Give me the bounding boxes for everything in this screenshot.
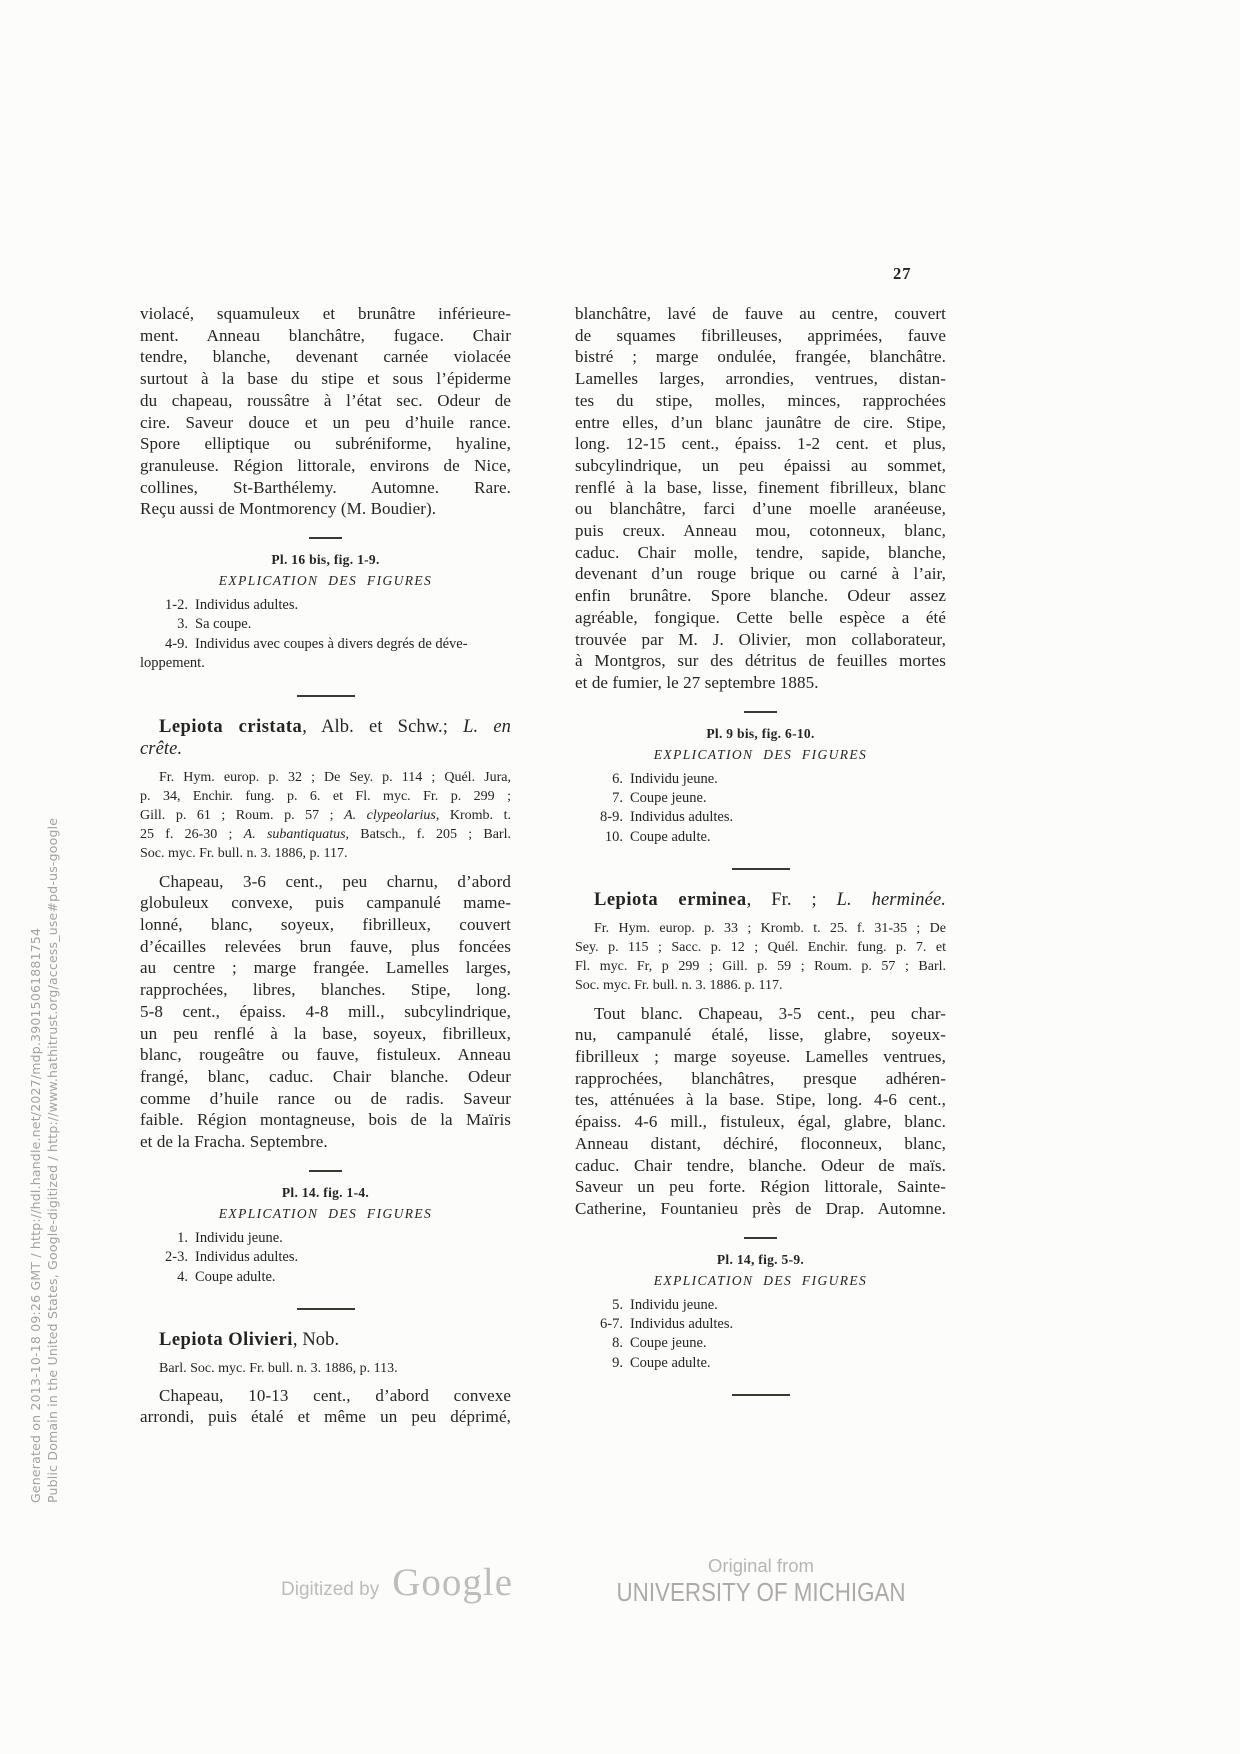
watermark-publicdomain-line: Public Domain in the United States, Google-digitized / http://www.hathitrust.org/access_use#pd-us-google [45,817,60,1503]
text-line: épaiss. 4-6 mill., fistuleux, égal, glabre, blanc. [575,1112,946,1132]
text-line: p. 34, Enchir. fung. p. 6. et Fl. myc. Fr. p. 299 ; [140,788,511,804]
text-line: arrondi, puis étalé et même un peu déprimé, [140,1407,511,1427]
hathitrust-watermark [27,818,61,1503]
text-line: puis creux. Anneau mou, cotonneux, blanc, [575,521,946,541]
figure-number: 6-7. [600,1316,623,1333]
text-line: ou blanchâtre, farci d’une moelle aranéeuse, [575,499,946,519]
text-line: tes, atténuées à la base. Stipe, long. 4-6 cent., [575,1090,946,1110]
figure-number: 4-9. [165,635,188,652]
figure-number: 3. [177,616,188,633]
text-line: 25 f. 26-30 ; A. subantiquatus, Batsch., f. 205 ; Barl. [140,827,511,843]
citation [140,768,511,864]
text-line: Tout blanc. Chapeau, 3-5 cent., peu char- [594,1003,946,1023]
text-line: frangé, blanc, caduc. Chair blanche. Odeur [140,1067,511,1086]
text-line: au centre ; marge frangée. Lamelles larges, [140,958,511,978]
figure-list-item [140,1268,511,1287]
text-line: Soc. myc. Fr. bull. n. 3. 1886. p. 117. [575,978,783,994]
text-line: de squames fibrilleuses, apprimées, fauve [575,325,946,345]
text-line: violacé, squamuleux et brunâtre inférieure- [140,304,511,323]
figure-text: Individu jeune. [195,1229,283,1246]
figure-list [575,1296,946,1374]
text-line: cire. Saveur douce et un peu d’huile rance. [140,412,511,432]
figure-text: Coupe jeune. [630,1335,707,1352]
text-line: caduc. Chair molle, tendre, sapide, blanche, [575,542,946,562]
text-line: d’écailles relevées brun fauve, plus foncées [140,936,511,956]
right-text-column [575,303,946,1396]
text-line: enfin brunâtre. Spore blanche. Odeur assez [575,586,946,606]
figure-list-item [140,654,511,673]
figure-list [140,1229,511,1287]
figure-text: Individus adultes. [630,1316,734,1333]
text-line: Fr. Hym. europ. p. 32 ; De Sey. p. 114 ; Quél. Jura, [159,769,511,785]
figure-number: 7. [612,790,623,807]
figure-text: loppement. [140,655,205,672]
text-line: Lamelles larges, arrondies, ventrues, distan- [575,369,946,389]
text-line: lonné, blanc, soyeux, fibrilleux, couvert [140,915,511,935]
figure-number: 5. [612,1296,623,1313]
text-line: et de fumier, le 27 septembre 1885. [575,672,819,692]
original-from-attribution [575,1555,947,1606]
digitized-by-google [281,1563,513,1603]
text-line: tendre, blanche, devenant carnée violacée [140,347,511,367]
figure-text: Coupe jeune. [630,790,707,807]
text-line: et de la Fracha. Septembre. [140,1132,328,1152]
watermark-generated-line: Generated on 2013-10-18 09:26 GMT / http://hdl.handle.net/2027/mdp.39015061881754 [28,927,43,1503]
text-line: tes du stipe, molles, minces, rapprochées [575,390,946,410]
figure-list-item [140,1229,511,1248]
citation [575,919,946,996]
text-line: trouvée par M. J. Olivier, mon collaborateur, [575,629,946,649]
google-logo: Google [392,1561,514,1604]
text-line: subcylindrique, un peu épaissi au sommet, [575,455,946,475]
text-line: caduc. Chair tendre, blanche. Odeur de maïs. [575,1155,946,1175]
text-line: Fl. myc. Fr, p 299 ; Gill. p. 59 ; Roum. p. 57 ; Barl. [575,959,946,975]
text-line: collines, St-Barthélemy. Automne. Rare. [140,477,511,497]
text-line: blanc, rougeâtre ou fauve, fistuleux. Anneau [140,1045,511,1065]
figure-number: 6. [612,770,623,787]
dash-separator [309,537,342,539]
text-line: Sey. p. 115 ; Sacc. p. 12 ; Quél. Enchir. fung. p. 7. et [575,939,946,955]
rule-separator [732,1394,790,1396]
text-line: à Montgros, sur des détritus de feuilles mortes [575,651,946,671]
text-line: rapprochées, libres, blanches. Stipe, long. [140,980,511,1000]
text-line: du chapeau, roussâtre à l’état sec. Odeur de [140,390,511,410]
figure-list-item [575,1296,946,1315]
text-line: fibrilleux ; marge soyeuse. Lamelles ventrues, [575,1047,946,1066]
citation [140,1359,511,1378]
text-line: Soc. myc. Fr. bull. n. 3. 1886, p. 117. [140,846,348,862]
text-line: un peu renflé à la base, soyeux, fibrilleux, [140,1023,511,1043]
text-line: Chapeau, 3-6 cent., peu charnu, d’abord [159,871,511,891]
figure-text: Sa coupe. [195,616,252,633]
text-line: 5-8 cent., épaiss. 4-8 mill., subcylindrique, [140,1001,511,1021]
figure-number: 8. [612,1335,623,1352]
left-text-column [140,303,511,1428]
explication-caption: EXPLICATION DES FIGURES [653,1272,868,1288]
text-line: Anneau distant, déchiré, floconneux, blanc, [575,1133,946,1153]
species-heading [140,716,511,761]
figure-number: 8-9. [600,809,623,826]
text-line: Catherine, Fountanieu près de Drap. Automne. [575,1198,946,1218]
text-line: Reçu aussi de Montmorency (M. Boudier). [140,499,437,519]
text-line: nu, campanulé étalé, lisse, glabre, soyeux- [575,1025,946,1045]
figure-text: Individus adultes. [195,1249,299,1266]
figure-list-item [575,1334,946,1353]
figure-number: 1. [177,1229,188,1246]
figure-list-item [140,635,511,654]
text-line: surtout à la base du stipe et sous l’épiderme [140,369,511,389]
rule-separator [297,695,355,697]
figure-list-item [575,808,946,827]
figure-list-item [140,596,511,615]
paragraph [575,1003,946,1220]
dash-separator [744,711,777,713]
species-heading [140,1329,511,1352]
text-line: Gill. p. 61 ; Roum. p. 57 ; A. clypeolarius, Kromb. t. [140,808,511,824]
figure-list-item [575,1354,946,1373]
figure-list [140,596,511,674]
explication-caption: EXPLICATION DES FIGURES [653,746,868,762]
figure-number: 10. [604,828,623,845]
original-from-label: Original from [708,1555,814,1576]
explication-caption: EXPLICATION DES FIGURES [218,573,433,589]
text-line: Lepiota Olivieri, Nob. [159,1330,340,1351]
figure-text: Coupe adulte. [195,1268,276,1285]
dash-separator [744,1237,777,1239]
text-line: comme d’huile rance ou de radis. Saveur [140,1088,511,1108]
text-line: renflé à la base, lisse, finement fibrilleux, blanc [575,477,946,497]
page-number: 27 [893,264,912,283]
figure-text: Individus adultes. [195,597,299,614]
figure-list-item [575,828,946,847]
plate-caption: Pl. 14. fig. 1-4. [281,1184,370,1200]
figure-number: 9. [612,1354,623,1371]
text-line: granuleuse. Région littorale, environs de Nice, [140,455,511,475]
institution-label: UNIVERSITY OF MICHIGAN [616,1577,906,1607]
text-line: Chapeau, 10-13 cent., d’abord convexe [159,1385,511,1405]
digitized-by-label: Digitized by [281,1579,380,1600]
figure-list-item [575,770,946,789]
text-line: Barl. Soc. myc. Fr. bull. n. 3. 1886, p. 113. [159,1360,398,1376]
figure-list-item [140,615,511,634]
text-line: agréable, fongique. Cette belle espèce a été [575,607,946,627]
figure-text: Individu jeune. [630,770,718,787]
text-line: Lepiota erminea, Fr. ; L. herminée. [594,890,946,911]
text-line: devenant d’un rouge brique ou carné à l’air, [575,564,946,584]
figure-number: 2-3. [165,1249,188,1266]
figure-text: Individus avec coupes à divers degrés de déve- [195,635,468,652]
text-line: bistré ; marge ondulée, frangée, blanchâtre. [575,347,946,367]
figure-list-item [140,1248,511,1267]
figure-text: Individus adultes. [630,809,734,826]
text-line: Spore elliptique ou subréniforme, hyaline, [140,434,511,454]
text-line: rapprochées, blanchâtres, presque adhéren- [575,1068,946,1088]
paragraph [140,1385,511,1428]
figure-list [575,770,946,848]
paragraph [140,871,511,1153]
paragraph [140,303,511,520]
figure-list-item [575,789,946,808]
figure-text: Coupe adulte. [630,1354,711,1371]
text-line: ment. Anneau blanchâtre, fugace. Chair [140,325,511,345]
text-line: blanchâtre, lavé de fauve au centre, couvert [575,304,946,323]
plate-caption: Pl. 9 bis, fig. 6-10. [706,725,815,741]
rule-separator [297,1308,355,1310]
species-heading [575,889,946,912]
text-line: faible. Région montagneuse, bois de la Maïris [140,1110,511,1130]
text-line: Fr. Hym. europ. p. 33 ; Kromb. t. 25. f. 31-35 ; De [594,920,946,936]
figure-number: 1-2. [165,597,188,614]
figure-text: Individu jeune. [630,1296,718,1313]
rule-separator [732,868,790,870]
plate-caption: Pl. 16 bis, fig. 1-9. [271,552,380,568]
text-line: globuleux convexe, puis campanulé mame- [140,893,511,913]
text-line: Saveur un peu forte. Région littorale, Sainte- [575,1177,946,1197]
plate-caption: Pl. 14, fig. 5-9. [716,1251,805,1267]
paragraph [575,303,946,694]
dash-separator [309,1170,342,1172]
text-line: entre elles, d’un blanc jaunâtre de cire. Stipe, [575,412,946,432]
figure-number: 4. [177,1268,188,1285]
text-line: Lepiota cristata, Alb. et Schw.; L. en [159,716,511,737]
figure-text: Coupe adulte. [630,828,711,845]
text-line: long. 12-15 cent., épaiss. 1-2 cent. et plus, [575,434,946,454]
figure-list-item [575,1315,946,1334]
text-line: crête. [140,739,183,760]
explication-caption: EXPLICATION DES FIGURES [218,1205,433,1221]
